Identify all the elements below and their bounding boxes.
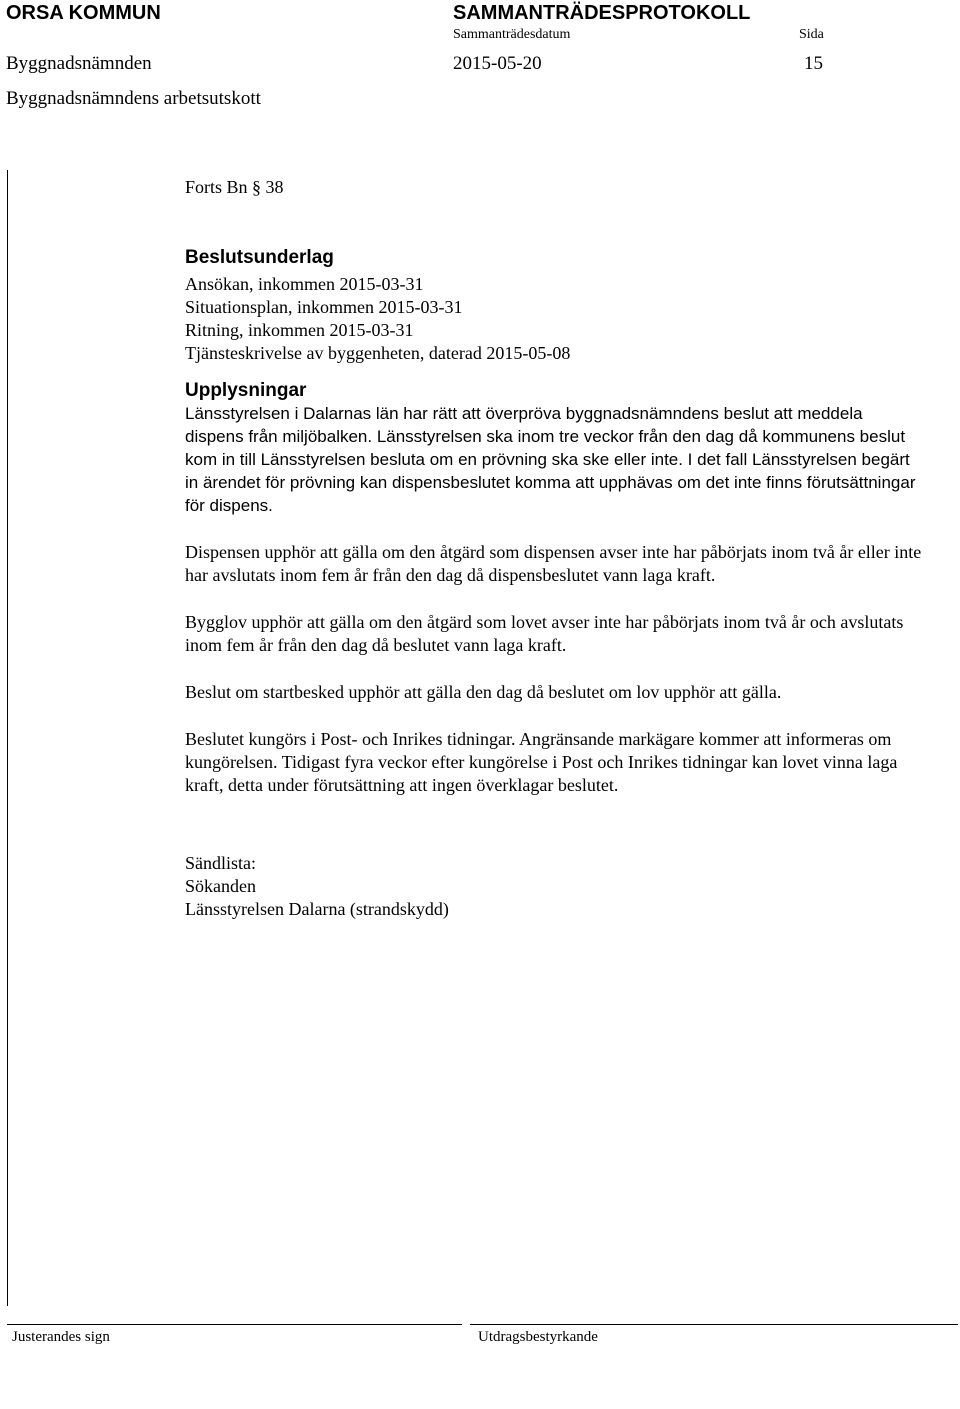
paragraph-startbesked: Beslut om startbesked upphör att gälla den dag då beslutet om lov upphör att gälla. bbox=[185, 682, 782, 702]
list-item: Ritning, inkommen 2015-03-31 bbox=[185, 320, 414, 340]
committee-name: Byggnadsnämndens arbetsutskott bbox=[6, 88, 261, 109]
beslutsunderlag-list bbox=[185, 273, 925, 365]
paragraph-bygglov: Bygglov upphör att gälla om den åtgärd som lovet avser inte har påbörjats inom två år och avslutats inom fem år från den dag då beslutet vann laga kraft. bbox=[185, 612, 904, 655]
sandlista-item: Sökanden bbox=[185, 876, 256, 896]
list-item: Tjänsteskrivelse av byggenheten, daterad 2015-05-08 bbox=[185, 343, 571, 363]
date-label: Sammanträdesdatum bbox=[453, 27, 571, 42]
footer-divider-left bbox=[7, 1324, 462, 1325]
organization-name: ORSA KOMMUN bbox=[6, 2, 161, 24]
upplysningar-text: Länsstyrelsen i Dalarnas län har rätt att överpröva byggnadsnämndens beslut att meddela dispens från miljöbalken. Länsstyrelsen ska inom tre veckor från den dag då kommunens beslut kom in till Länsstyrelsen besluta om en prövning ska ske eller inte. I det fall Länsstyrelsen begärt in ärendet för prövning kan dispensbeslutet komma att upphävas om det inte finns förutsättningar för dispens. bbox=[185, 404, 916, 515]
list-item: Ansökan, inkommen 2015-03-31 bbox=[185, 274, 424, 294]
list-item: Situationsplan, inkommen 2015-03-31 bbox=[185, 297, 463, 317]
upplysningar-heading: Upplysningar bbox=[185, 380, 307, 401]
justerandes-sign-label: Justerandes sign bbox=[12, 1329, 110, 1345]
document-title: SAMMANTRÄDESPROTOKOLL bbox=[453, 2, 751, 24]
margin-rule bbox=[7, 170, 8, 1306]
utdragsbestyrkande-label: Utdragsbestyrkande bbox=[478, 1329, 598, 1345]
footer-divider-right bbox=[470, 1324, 958, 1325]
document-body bbox=[185, 176, 925, 921]
beslutsunderlag-heading: Beslutsunderlag bbox=[185, 247, 334, 268]
paragraph-kungorelse: Beslutet kungörs i Post- och Inrikes tidningar. Angränsande markägare kommer att informeras om kungörelsen. Tidigast fyra veckor efter kungörelse i Post och Inrikes tidningar kan lovet vinna laga kraft, detta under förutsättning att ingen överklagar beslutet. bbox=[185, 729, 898, 795]
meeting-date: 2015-05-20 bbox=[453, 53, 542, 74]
sandlista-label: Sändlista: bbox=[185, 853, 256, 873]
sandlista-item: Länsstyrelsen Dalarna (strandskydd) bbox=[185, 899, 449, 919]
page-number: 15 bbox=[804, 53, 823, 74]
section-reference: Forts Bn § 38 bbox=[185, 177, 284, 197]
paragraph-dispens: Dispensen upphör att gälla om den åtgärd som dispensen avser inte har påbörjats inom två år eller inte har avslutats inom fem år från den dag då dispensbeslutet vann laga kraft. bbox=[185, 542, 922, 585]
page-label: Sida bbox=[799, 27, 824, 42]
board-name: Byggnadsnämnden bbox=[6, 53, 152, 74]
